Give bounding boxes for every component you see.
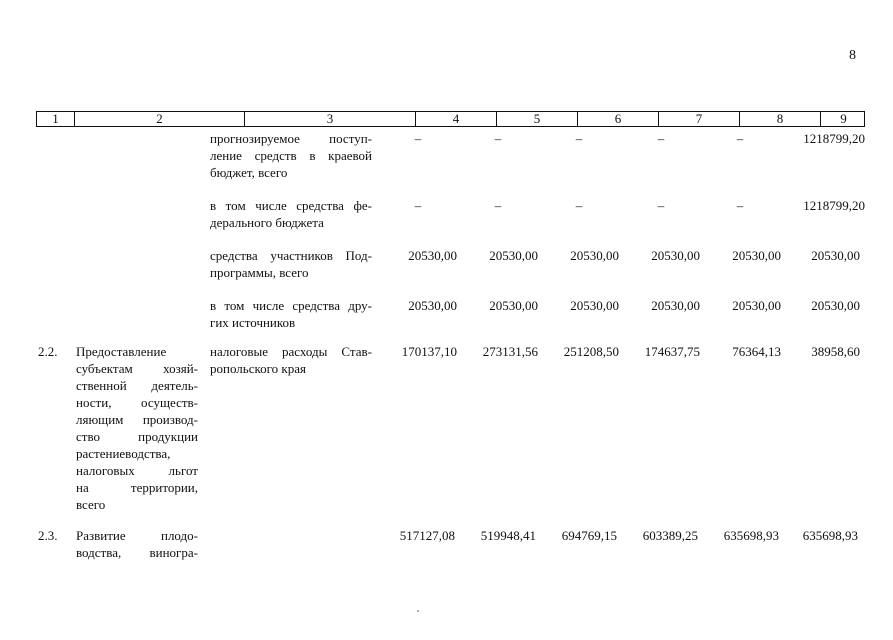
header-col-6: 6 (577, 112, 658, 126)
row-label-line: в том числе средства фе- (210, 198, 372, 213)
cell-col4: 170137,10 (401, 344, 457, 359)
row-name-line: ство продукции (76, 429, 198, 444)
header-col-2: 2 (74, 112, 244, 126)
cell-col5: 20530,00 (489, 248, 538, 263)
cell-col4: – (414, 198, 422, 213)
row-label-line: дерального бюджета (210, 215, 324, 230)
row-name-line: на территории, (76, 480, 198, 495)
cell-col5: – (494, 198, 502, 213)
cell-col9: 1218799,20 (803, 198, 865, 213)
row-label-line: средства участников Под- (210, 248, 372, 263)
cell-col7: – (657, 198, 665, 213)
row-label-line: прогнозируемое поступ- (210, 131, 372, 146)
scan-speck (417, 610, 419, 612)
row-label-line: в том числе средства дру- (210, 298, 372, 313)
cell-col8: 20530,00 (732, 248, 781, 263)
cell-col8: 76364,13 (732, 344, 781, 359)
cell-col4: – (414, 131, 422, 146)
header-col-5: 5 (496, 112, 577, 126)
row-name-line: всего (76, 497, 106, 512)
header-col-9: 9 (820, 112, 866, 126)
cell-col5: – (494, 131, 502, 146)
row-name-line: субъектам хозяй- (76, 361, 198, 376)
cell-col5: 273131,56 (482, 344, 538, 359)
row-name-line: налоговых льгот (76, 463, 198, 478)
cell-col6: 20530,00 (570, 248, 619, 263)
row-label-line: программы, всего (210, 265, 309, 280)
cell-col7: 20530,00 (651, 248, 700, 263)
cell-col6: 251208,50 (563, 344, 619, 359)
header-col-8: 8 (739, 112, 820, 126)
cell-col7: 603389,25 (642, 528, 698, 543)
cell-col6: – (575, 131, 583, 146)
row-name-line: растениеводства, (76, 446, 171, 461)
cell-col4: 20530,00 (408, 248, 457, 263)
cell-col5: 20530,00 (489, 298, 538, 313)
row-name-line: водства, виногра- (76, 545, 198, 560)
row-number: 2.3. (38, 528, 58, 543)
row-label-line: налоговые расходы Став- (210, 344, 372, 359)
cell-col9: 635698,93 (802, 528, 858, 543)
row-name-line: Предоставление (76, 344, 167, 359)
cell-col7: – (657, 131, 665, 146)
row-name-line: Развитие плодо- (76, 528, 198, 543)
table-header-row (36, 111, 865, 127)
row-name-line: ляющим производ- (76, 412, 198, 427)
header-col-4: 4 (415, 112, 496, 126)
cell-col4: 517127,08 (399, 528, 455, 543)
row-label-line: бюджет, всего (210, 165, 288, 180)
row-name-line: ственной деятель- (76, 378, 198, 393)
row-name-line: ности, осуществ- (76, 395, 198, 410)
cell-col5: 519948,41 (480, 528, 536, 543)
cell-col8: – (736, 131, 744, 146)
cell-col9: 38958,60 (811, 344, 860, 359)
cell-col9: 1218799,20 (803, 131, 865, 146)
cell-col6: 694769,15 (561, 528, 617, 543)
cell-col9: 20530,00 (811, 298, 860, 313)
cell-col7: 174637,75 (644, 344, 700, 359)
cell-col8: – (736, 198, 744, 213)
row-number: 2.2. (38, 344, 58, 359)
header-col-3: 3 (244, 112, 415, 126)
row-label-line: гих источников (210, 315, 296, 330)
cell-col6: – (575, 198, 583, 213)
cell-col7: 20530,00 (651, 298, 700, 313)
header-col-1: 1 (52, 111, 59, 126)
cell-col9: 20530,00 (811, 248, 860, 263)
row-label-line: ропольского края (210, 361, 306, 376)
cell-col8: 635698,93 (723, 528, 779, 543)
cell-col8: 20530,00 (732, 298, 781, 313)
cell-col6: 20530,00 (570, 298, 619, 313)
cell-col4: 20530,00 (408, 298, 457, 313)
header-col-7: 7 (658, 112, 739, 126)
row-label-line: ление средств в краевой (210, 148, 372, 163)
page-number: 8 (849, 48, 856, 63)
